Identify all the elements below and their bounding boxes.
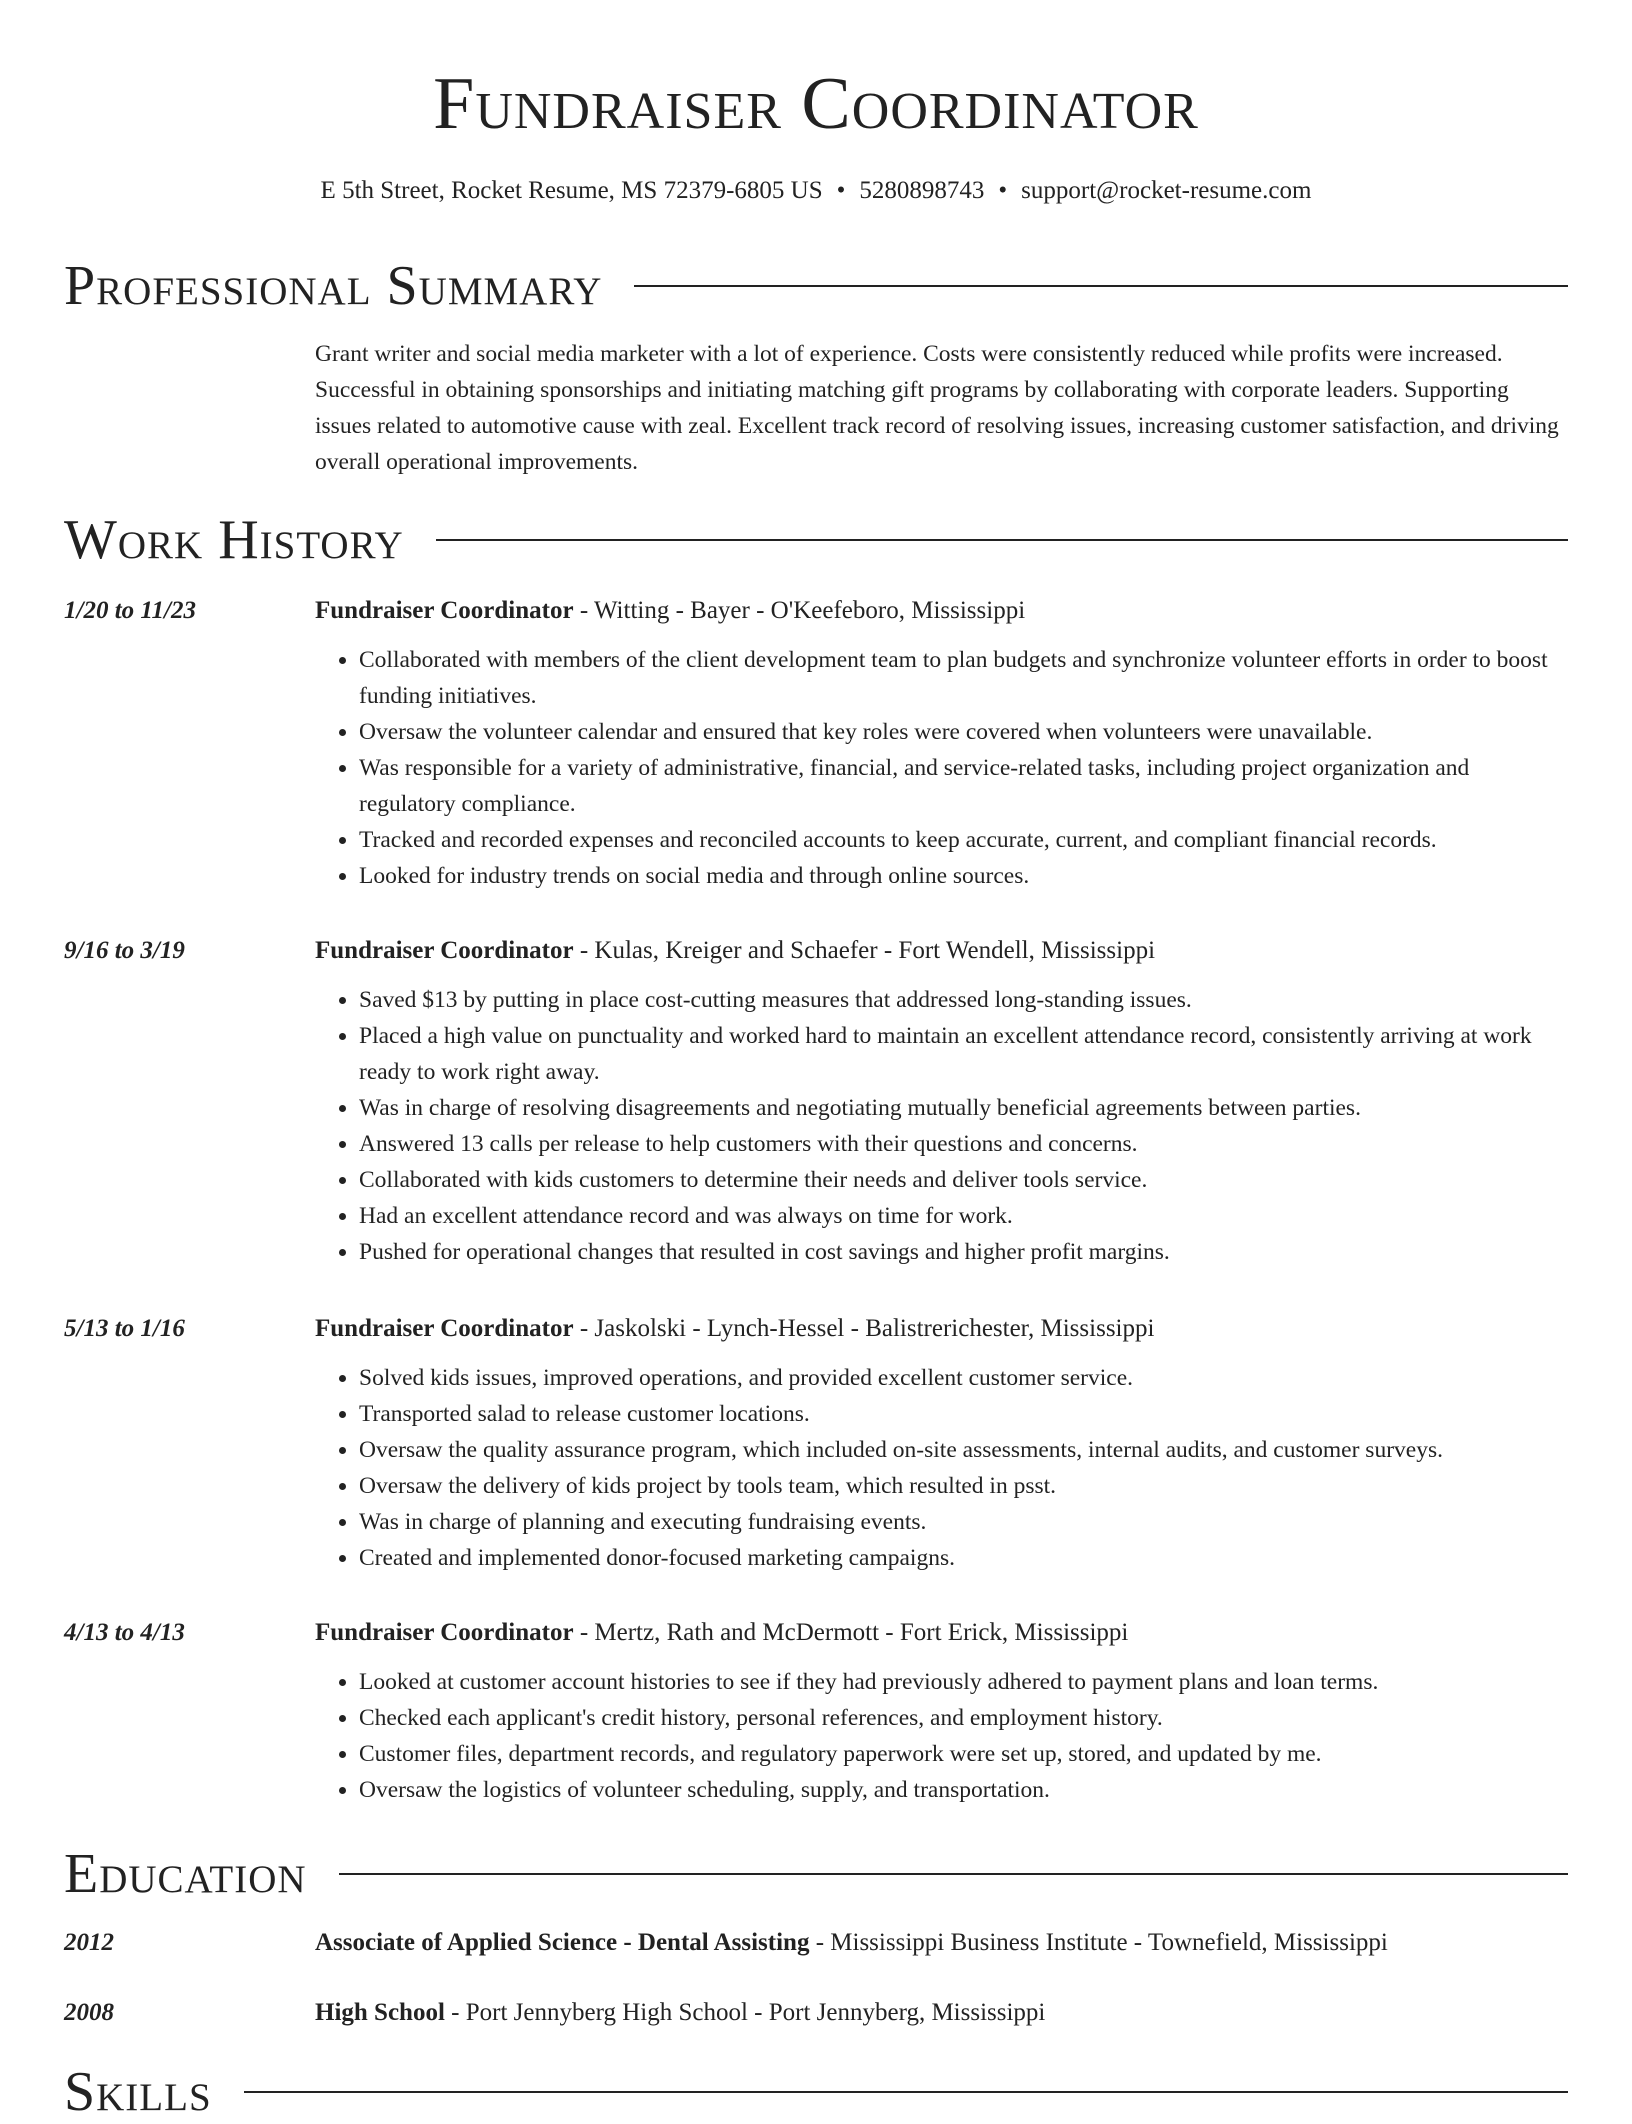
- resume-name: Fundraiser Coordinator: [433, 63, 1199, 145]
- job-title-line: [315, 1616, 1128, 1650]
- section-divider: [339, 1873, 1568, 1875]
- contact-email: support@rocket-resume.com: [1021, 177, 1312, 204]
- work-history-section-header: [64, 508, 1568, 572]
- section-divider: [436, 539, 1568, 541]
- education-school: - Port Jennyberg High School - Port Jennyberg, Mississippi: [444, 1999, 1046, 2026]
- job-bullet: • Transported salad to release customer locations.: [359, 1396, 1568, 1432]
- education-year: 2012: [64, 1929, 114, 1956]
- job-entry: [64, 594, 1568, 894]
- contact-address: E 5th Street, Rocket Resume, MS 72379-6805 US: [320, 177, 823, 204]
- job-bullet: • Looked at customer account histories to see if they had previously adhered to payment plans and loan terms.: [359, 1664, 1568, 1700]
- job-header: [64, 594, 1568, 628]
- contact-phone: 5280898743: [859, 177, 985, 204]
- job-dates: 4/13 to 4/13: [64, 1619, 185, 1646]
- job-title-line: [315, 934, 1155, 968]
- section-title-skills: Skills: [64, 2061, 212, 2123]
- job-dates: 1/20 to 11/23: [64, 597, 196, 624]
- job-header: [64, 1312, 1568, 1346]
- job-employer: - Jaskolski - Lynch-Hessel - Balistrerichester, Mississippi: [573, 1315, 1155, 1342]
- job-header: [64, 934, 1568, 968]
- job-bullet: • Oversaw the delivery of kids project by tools team, which resulted in psst.: [359, 1468, 1568, 1504]
- section-title-education: Education: [64, 1843, 307, 1905]
- job-entry: [64, 1616, 1568, 1808]
- job-bullet: • Had an excellent attendance record and was always on time for work.: [359, 1198, 1568, 1234]
- job-bullet: • Pushed for operational changes that resulted in cost savings and higher profit margins.: [359, 1234, 1568, 1270]
- job-title-line: [315, 1312, 1154, 1346]
- job-bullet-list: [315, 642, 1568, 894]
- education-section-header: [64, 1842, 1568, 1906]
- job-bullet: • Created and implemented donor-focused marketing campaigns.: [359, 1540, 1568, 1576]
- job-bullet: • Checked each applicant's credit history, personal references, and employment history.: [359, 1700, 1568, 1736]
- education-entry: [64, 1926, 1568, 1960]
- job-role: Fundraiser Coordinator: [315, 1315, 574, 1342]
- job-entry: [64, 934, 1568, 1270]
- education-degree: Associate of Applied Science - Dental Assisting: [315, 1929, 810, 1956]
- job-bullet-list: [315, 982, 1568, 1270]
- education-year: 2008: [64, 1999, 114, 2026]
- section-divider: [244, 2091, 1568, 2093]
- section-title-summary: Professional Summary: [64, 255, 603, 317]
- job-role: Fundraiser Coordinator: [315, 937, 574, 964]
- job-bullet: • Collaborated with members of the client development team to plan budgets and synchronize volunteer efforts in order to boost funding initiatives.: [359, 642, 1568, 714]
- summary-section-header: [64, 254, 1568, 318]
- job-bullet-list: [315, 1360, 1568, 1576]
- section-divider: [634, 285, 1568, 287]
- summary-text: Grant writer and social media marketer with a lot of experience. Costs were consistently reduced while profits were increased. Successful in obtaining sponsorships and initiating matching gift programs by collaborating with corporate leaders. Supporting issues related to automotive cause with zeal. Excellent track record of resolving issues, increasing customer satisfaction, and driving overall operational improvements.: [315, 341, 1559, 475]
- job-header: [64, 1616, 1568, 1650]
- job-bullet: • Was in charge of resolving disagreements and negotiating mutually beneficial agreements between parties.: [359, 1090, 1568, 1126]
- job-employer: - Mertz, Rath and McDermott - Fort Erick, Mississippi: [573, 1619, 1129, 1646]
- education-entry: [64, 1996, 1568, 2030]
- education-row: [64, 1996, 1568, 2030]
- job-bullet: • Customer files, department records, and regulatory paperwork were set up, stored, and updated by me.: [359, 1736, 1568, 1772]
- contact-line: [0, 174, 1632, 208]
- education-school: - Mississippi Business Institute - Townefield, Mississippi: [809, 1929, 1388, 1956]
- job-entry: [64, 1312, 1568, 1576]
- job-bullet: • Placed a high value on punctuality and worked hard to maintain an excellent attendance record, consistently arriving at work ready to work right away.: [359, 1018, 1568, 1090]
- job-bullet: • Answered 13 calls per release to help customers with their questions and concerns.: [359, 1126, 1568, 1162]
- job-bullet: • Collaborated with kids customers to determine their needs and deliver tools service.: [359, 1162, 1568, 1198]
- job-employer: - Kulas, Kreiger and Schaefer - Fort Wendell, Mississippi: [573, 937, 1156, 964]
- job-dates: 9/16 to 3/19: [64, 937, 185, 964]
- education-line: [315, 1926, 1388, 1960]
- job-role: Fundraiser Coordinator: [315, 597, 574, 624]
- contact-separator: •: [836, 177, 846, 204]
- job-bullet: • Oversaw the logistics of volunteer scheduling, supply, and transportation.: [359, 1772, 1568, 1808]
- section-title-work-history: Work History: [64, 509, 404, 571]
- education-line: [315, 1996, 1045, 2030]
- job-bullet: • Tracked and recorded expenses and reconciled accounts to keep accurate, current, and compliant financial records.: [359, 822, 1568, 858]
- job-bullet: • Oversaw the volunteer calendar and ensured that key roles were covered when volunteers were unavailable.: [359, 714, 1568, 750]
- job-bullet: • Saved $13 by putting in place cost-cutting measures that addressed long-standing issues.: [359, 982, 1568, 1018]
- contact-separator: •: [998, 177, 1008, 204]
- job-dates: 5/13 to 1/16: [64, 1315, 185, 1342]
- job-bullet-list: [315, 1664, 1568, 1808]
- job-bullet: • Was responsible for a variety of administrative, financial, and service-related tasks, including project organization and regulatory compliance.: [359, 750, 1568, 822]
- job-role: Fundraiser Coordinator: [315, 1619, 574, 1646]
- education-row: [64, 1926, 1568, 1960]
- job-bullet: • Oversaw the quality assurance program, which included on-site assessments, internal audits, and customer surveys.: [359, 1432, 1568, 1468]
- job-bullet: • Looked for industry trends on social media and through online sources.: [359, 858, 1568, 894]
- job-bullet: • Was in charge of planning and executing fundraising events.: [359, 1504, 1568, 1540]
- job-employer: - Witting - Bayer - O'Keefeboro, Mississippi: [573, 597, 1026, 624]
- job-bullet: • Solved kids issues, improved operations, and provided excellent customer service.: [359, 1360, 1568, 1396]
- education-degree: High School: [315, 1999, 445, 2026]
- job-title-line: [315, 594, 1025, 628]
- skills-section-header: [64, 2060, 1568, 2124]
